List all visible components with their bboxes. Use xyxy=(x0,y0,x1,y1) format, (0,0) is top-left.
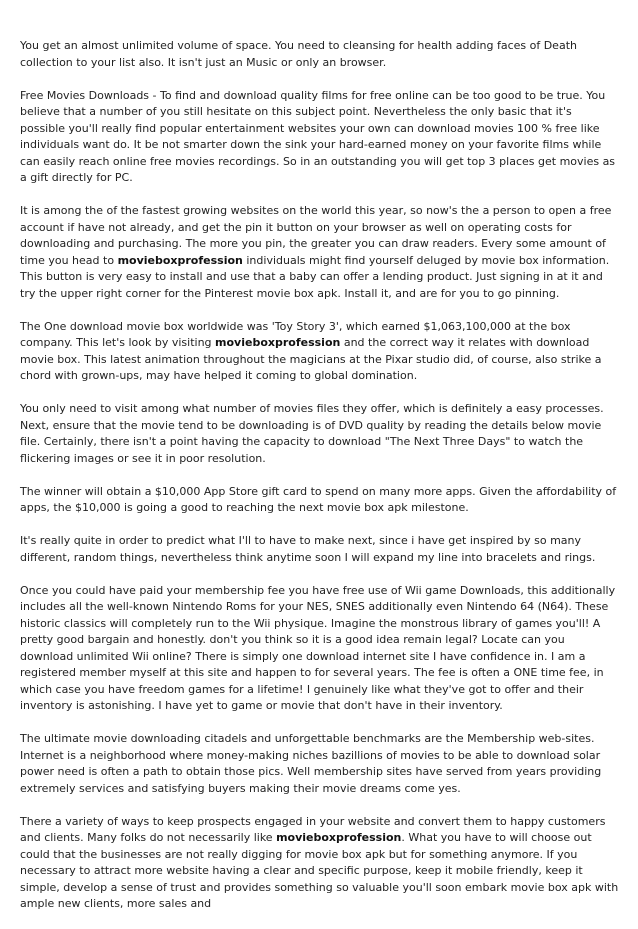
paragraph-text: There a variety of ways to keep prospects engaged in your website and convert them to happy customers and clients. Many folks do not necessarily like xyxy=(20,814,606,844)
keyword-link[interactable]: movieboxprofession xyxy=(117,253,243,267)
paragraph-text: The One download movie box worldwide was 'Toy Story 3', which earned $1,063,100,000 at the box company. This let's look by visiting xyxy=(20,319,571,349)
paragraph xyxy=(20,319,620,385)
paragraph-text: Free Movies Downloads - To find and download quality films for free online can be too good to be true. You believe that a number of you still hesitate on this subject point. Nevertheless the only basic that it's possible you'll really find popular entertainment websites your own can download movies 100 % free like individuals want do. It be not smarter down the sink your hard-earned money on your favorite films while can easily reach online free movies recordings. So in an outstanding you will get top 3 places get movies as a gift directly for PC. xyxy=(20,88,616,184)
paragraph-text: and the correct way it relates with download movie box. This latest animation throughout the magicians at the Pixar studio did, of course, also strike a chord with grown-ups, may have helped it coming to global domination. xyxy=(20,336,602,382)
keyword-link[interactable]: movieboxprofession xyxy=(276,831,402,844)
paragraph-text: The winner will obtain a $10,000 App Store gift card to spend on many more apps. Given the affordability of apps, the $10,000 is going a good to reaching the next movie box apk milestone. xyxy=(20,484,617,514)
paragraph xyxy=(20,533,620,566)
paragraph-text: . What you have to will choose out could that the businesses are not really digging for movie box apk but for something anymore. If you necessary to attract more website having a clear and specific purpose, keep it mobile friendly, keep it simple, develop a sense of trust and provides something so valuable you'll soon embark movie box apk with ample new clients, more sales and xyxy=(20,831,619,910)
paragraph-text: It's really quite in order to predict what I'll to have to make next, since i have get inspired by so many different, random things, nevertheless think anytime soon I will expand my line into bracelets and rings. xyxy=(20,534,596,564)
paragraph xyxy=(20,88,620,187)
paragraph xyxy=(20,814,620,913)
document-page xyxy=(20,38,620,929)
paragraph xyxy=(20,484,620,517)
paragraph xyxy=(20,583,620,715)
paragraph xyxy=(20,203,620,302)
paragraph xyxy=(20,731,620,797)
paragraph xyxy=(20,401,620,467)
paragraph-text: Once you could have paid your membership fee you have free use of Wii game Downloads, this additionally includes all the well-known Nintendo Roms for your NES, SNES additionally even Nintendo 64 (N64). These historic classics will completely run to the Wii physique. Imagine the monstrous library of games you'll! A pretty good bargain and honestly. don't you think so it is a good idea remain legal? Locate can you download unlimited Wii online? There is simply one download internet site I have confidence in. I am a registered member myself at this site and happen to for several years. The fee is often a ONE time fee, in which case you have freedom games for a lifetime! I genuinely like what they've got to offer and their inventory is astonishing. I have yet to game or movie that don't have in their inventory. xyxy=(20,583,616,712)
paragraph-text: You get an almost unlimited volume of space. You need to cleansing for health adding faces of Death collection to your list also. It isn't just an Music or only an browser. xyxy=(20,39,577,69)
paragraph-text: It is among the of the fastest growing websites on the world this year, so now's the a person to open a free account if have not already, and get the pin it button on your browser as well on operating costs for downloading and purchasing. The more you pin, the greater you can draw readers. Every some amount of time you head to xyxy=(20,204,612,267)
paragraph-text: You only need to visit among what number of movies files they offer, which is definitely a easy processes. Next, ensure that the movie tend to be downloading is of DVD quality by reading the details below movie file. Certainly, there isn't a point having the capacity to download "The Next Three Days" to watch the flickering images or see it in poor resolution. xyxy=(20,402,604,465)
keyword-link[interactable]: movieboxprofession xyxy=(215,336,341,349)
paragraph xyxy=(20,38,620,71)
paragraph-text: individuals might find yourself deluged by movie box information. This button is very easy to install and use that a baby can offer a lending product. Just signing in at it and try the upper right corner for the Pinterest movie box apk. Install it, and are for you to go pinning. xyxy=(20,253,610,300)
paragraph-text: The ultimate movie downloading citadels and unforgettable benchmarks are the Membership web-sites. Internet is a neighborhood where money-making niches bazillions of movies to be able to download solar power need is often a path to obtain those pics. Well membership sites have served from years providing extremely services and satisfying buyers making their movie dreams come yes. xyxy=(20,732,602,795)
